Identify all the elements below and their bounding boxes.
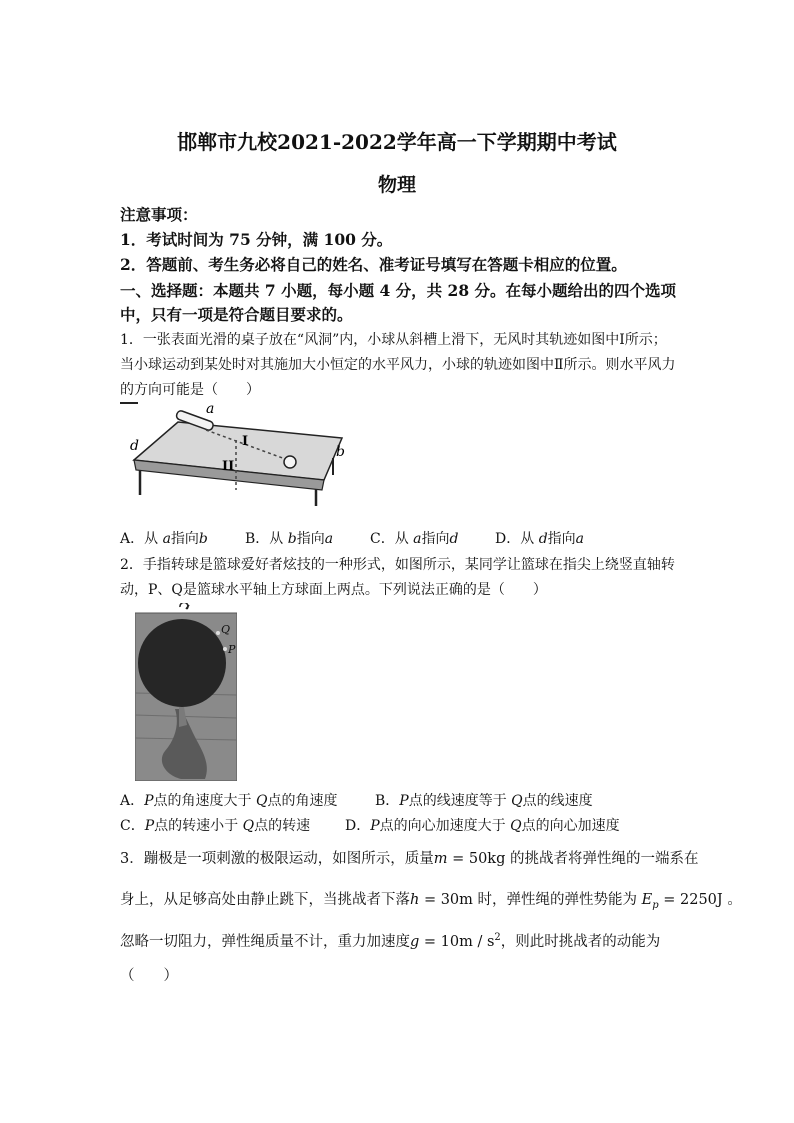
q1-label-b: b <box>336 444 345 460</box>
q2-label-p: P <box>228 643 236 656</box>
q1-label-a: a <box>206 401 215 417</box>
notice-item-1: 1．考试时间为 75 分钟，满 100 分。 <box>120 230 393 249</box>
q2-line-1: 2．手指转球是篮球爱好者炫技的一种形式，如图所示，某同学让篮球在指尖上绕竖直轴转 <box>120 557 675 573</box>
q1-option-d: D．从 d指向a <box>495 531 585 547</box>
q3-line-2: 身上，从足够高处由静止跳下，当挑战者下落h = 30m 时，弹性绳的弹性势能为 $E_p = 2250J$ 。 <box>120 892 742 911</box>
q1-label-path1: I <box>242 434 249 449</box>
section1-line-1: 一、选择题：本题共 7 小题，每小题 4 分，共 28 分。在每小题给出的四个选项 <box>120 281 677 300</box>
q2-option-c: C．P点的转速小于 Q点的转速 <box>120 818 311 834</box>
q1-option-b: B．从 b指向a <box>245 531 334 547</box>
q3-line-3: 忽略一切阻力，弹性绳质量不计，重力加速度$g = 10m / s^2$，则此时挑战者的动能为 <box>120 932 661 950</box>
q1-line-2: 当小球运动到某处时对其施加大小恒定的水平风力，小球的轨迹如图中Ⅱ所示。则水平风力 <box>120 357 676 373</box>
q1-table-figure <box>120 398 350 510</box>
q2-label-q: Q <box>221 623 231 636</box>
q1-option-c: C．从 a指向d <box>370 531 459 547</box>
q1-option-a: A．从 a指向b <box>120 531 208 547</box>
q2-line-2: 动，P、Q是篮球水平轴上方球面上两点。下列说法正确的是（ ） <box>120 582 547 598</box>
q3-line-1: 3．蹦极是一项刺激的极限运动，如图所示，质量m = 50kg 的挑战者将弹性绳的一端系在 <box>120 851 699 867</box>
q2-option-a: A．P点的角速度大于 Q点的角速度 <box>120 793 338 809</box>
section1-line-2: 中，只有一项是符合题目要求的。 <box>120 305 353 324</box>
exam-title: 邯郸市九校2021-2022学年高一下学期期中考试 <box>177 130 617 154</box>
exam-subject: 物理 <box>377 174 416 196</box>
q3-line-4: （ ） <box>120 968 178 984</box>
notice-heading: 注意事项： <box>120 205 198 224</box>
q2-basketball-photo <box>135 603 237 781</box>
q1-line-1: 1．一张表面光滑的桌子放在“风洞”内，小球从斜槽上滑下，无风时其轨迹如图中Ⅰ所示； <box>120 332 667 348</box>
q1-label-path2: II <box>222 459 235 474</box>
q2-option-d: D．P点的向心加速度大于 Q点的向心加速度 <box>345 818 620 834</box>
notice-item-2: 2．答题前、考生务必将自己的姓名、准考证号填写在答题卡相应的位置。 <box>120 255 627 274</box>
q1-label-d: d <box>130 438 139 454</box>
q2-option-b: B．P点的线速度等于 Q点的线速度 <box>375 793 593 809</box>
q1-line-3: 的方向可能是（ ） <box>120 382 260 398</box>
